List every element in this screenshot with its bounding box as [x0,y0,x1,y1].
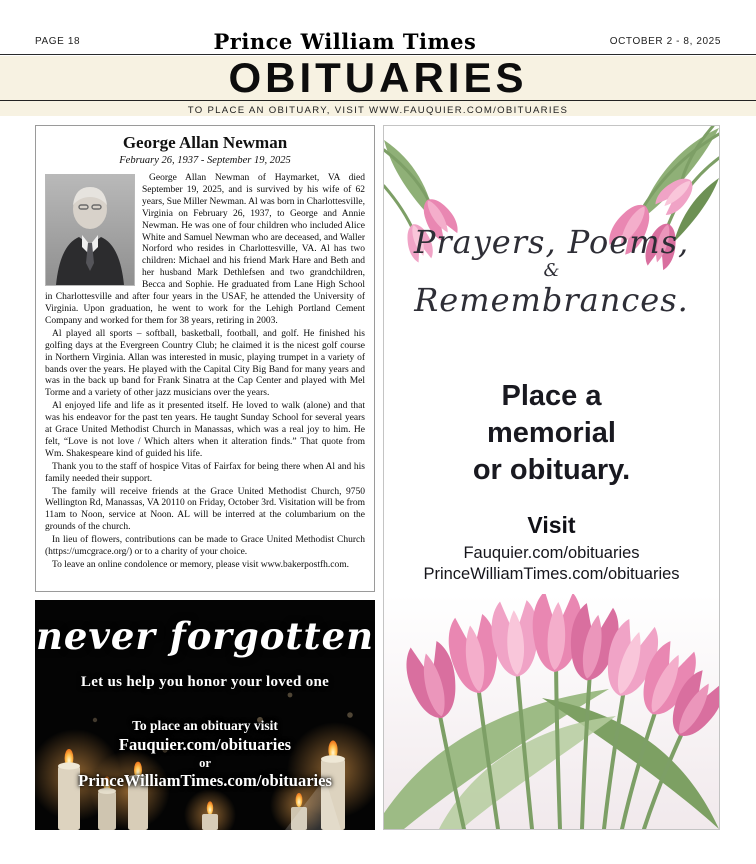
obituary-paragraph: Al enjoyed life and life as it presented itself. He loved to walk (alone) and that was his endeavor for the past ten years. He taught Sunday School for several years at Grace United Methodist Church in Manassas, which was a real joy to him. He felt, “Love is not love / Which alters when it alteration finds.” That quote from Wm. Shakespeare kind of guided his life. [45,401,365,459]
obituary-paragraph: George Allan Newman of Haymarket, VA died September 19, 2025, and is survived by his wife of 62 years, Sue Miller Newman. Al was born in Charlottesville, Virginia on February 26, 1937, to George and Annie Newman. He was one of four children who included Alice White and Samuel Newman who are deceased, and Waller Norford who resides in Charlottesville, VA. Al has two children: Michael and his friend Mark Hare and Beth and her husband Mark Dethlefsen and two grandchildren, Becca and Sophie. He graduated from Lane High School in Charlottesville and after four years in the USAF, he attended the University of Virginia. Upon graduation, he went to work for the Lehigh Portland Cement Company and worked for them for 38 years, retiring in 2003. [45,173,365,326]
obituary-article [35,125,375,592]
obituary-body [45,173,365,572]
obituary-dates: February 26, 1937 - September 19, 2025 [119,155,291,166]
headline-line-1: Place a [501,380,602,412]
or-label: or [199,756,211,770]
script-ampersand: & [543,260,560,281]
obituary-paragraph: Al played all sports – softball, basketball, football, and golf. He finished his golfing days at the Evergreen Country Club; he claimed it is the nicest golf course in Northern Virginia. Allan was interested in music, playing trumpet in a variety of bands over the years. He played with the Capital City Big Band for many years and was in the back up band for Frank Sinatra at the Cap Center and played with Mel Torme and a variety of other jazz musicians over the years. [45,328,365,399]
page-number: PAGE 18 [35,35,81,47]
obituary-paragraph: In lieu of flowers, contributions can be made to Grace United Methodist Church (https://umcgrace.org/) or to a charity of your choice. [45,535,365,558]
portrait-photo [45,174,135,286]
never-forgotten-title: never forgotten [35,614,375,658]
page-header [35,28,721,54]
fauquier-obituaries-link[interactable]: Fauquier.com/obituaries [463,544,640,562]
visit-label: Visit [527,512,576,538]
obituary-paragraph: Thank you to the staff of hospice Vitas of Fairfax for being there when Al and his family needed their support. [45,461,365,484]
obituary-paragraph: The family will receive friends at the Grace United Methodist Church, 9750 Wellington Rd, Manassas, VA 20110 on Friday, October 3rd. Visitation will be from 11am to Noon, service at Noon. AL will be interred at the columbarium on the grounds of the church. [45,486,365,533]
issue-date: OCTOBER 2 - 8, 2025 [609,35,721,47]
never-forgotten-text [35,600,375,830]
headline-line-2: memorial [487,417,616,449]
never-forgotten-ad [35,600,375,830]
memorial-tulip-ad [383,125,720,830]
headline-line-3: or obituary. [472,454,631,486]
ad-headline [384,378,719,489]
pwt-obituaries-link[interactable]: PrinceWilliamTimes.com/obituaries [78,771,332,790]
section-title: OBITUARIES [228,54,528,101]
script-line-2: Remembrances. [414,281,689,319]
obituary-name: George Allan Newman [122,133,288,152]
obituaries-banner [0,56,756,116]
never-forgotten-tagline: Let us help you honor your loved one [80,674,330,690]
never-forgotten-cta: To place an obituary visit [132,718,278,733]
banner-subtitle: TO PLACE AN OBITUARY, VISIT WWW.FAUQUIER.COM/OBITUARIES [187,105,569,116]
tulips-bottom-illustration [384,594,719,829]
masthead: Prince William Times [213,28,477,54]
pwt-obituaries-link[interactable]: PrinceWilliamTimes.com/obituaries [423,565,680,583]
obituary-paragraph: To leave an online condolence or memory, please visit www.bakerpostfh.com. [52,560,349,570]
script-line-1: Prayers, Poems, [413,223,690,261]
portrait-illustration [46,175,134,285]
script-text-block [384,222,719,320]
fauquier-obituaries-link[interactable]: Fauquier.com/obituaries [118,735,292,754]
